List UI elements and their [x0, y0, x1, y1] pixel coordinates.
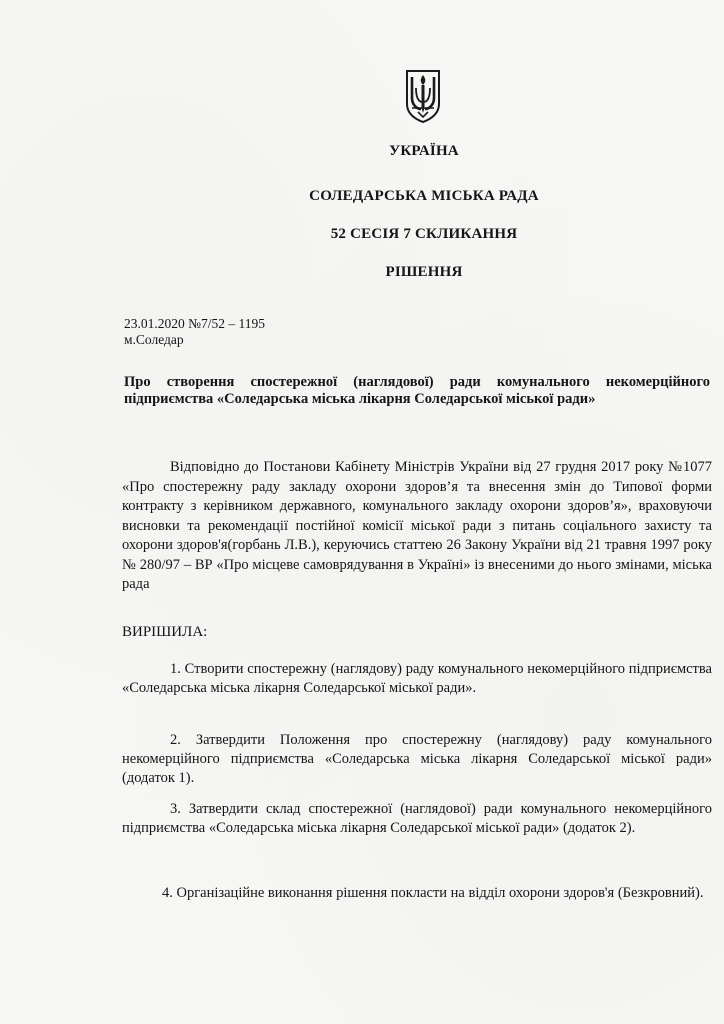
resolution-item-2: 2. Затвердити Положення про спостережну (наглядову) раду комунального некомерційного підприємства «Соледарська міська лікарня Соледарської міської ради» (додаток 1). — [122, 732, 712, 786]
council-title: СОЛЕДАРСЬКА МІСЬКА РАДА — [309, 188, 539, 204]
trident-emblem-icon — [404, 68, 442, 124]
preamble-paragraph: Відповідно до Постанови Кабінету Міністрів України від 27 грудня 2017 року №1077 «Про спостережну раду закладу охорони здоров’я та внесення змін до Типової форми контракту з керівником державного, комунального закладу охорони здоров’я», враховуючи висновки та рекомендації постійної комісії міської ради з питань соціального захисту та охорони здоров'я(горбань Л.В.), керуючись статтею 26 Закону України від 21 травня 1997 року № 280/97 – ВР «Про місцеве самоврядування в Україні» із внесеними до нього змінами, міська рада — [122, 459, 712, 592]
resolved-heading: ВИРІШИЛА: — [122, 624, 208, 640]
country-title: УКРАЇНА — [389, 143, 459, 159]
resolution-item-1: 1. Створити спостережну (наглядову) раду комунального некомерційного підприємства «Соледарська міська лікарня Соледарської міської ради». — [122, 661, 712, 696]
document-subject: Про створення спостережної (наглядової) ради комунального некомерційного підприємства «Соледарська міська лікарня Соледарської міської ради» — [124, 374, 710, 407]
resolution-item-3: 3. Затвердити склад спостережної (наглядової) ради комунального некомерційного підприємства «Соледарська міська лікарня Соледарської міської ради» (додаток 2). — [122, 801, 712, 836]
resolution-item-4: 4. Організаційне виконання рішення покласти на відділ охорони здоров'я (Безкровний). — [162, 885, 704, 901]
date-number: 23.01.2020 №7/52 – 1195 — [124, 316, 266, 331]
document-type-title: РІШЕННЯ — [385, 264, 463, 280]
session-title: 52 СЕСІЯ 7 СКЛИКАННЯ — [330, 226, 518, 242]
place: м.Соледар — [124, 332, 184, 347]
